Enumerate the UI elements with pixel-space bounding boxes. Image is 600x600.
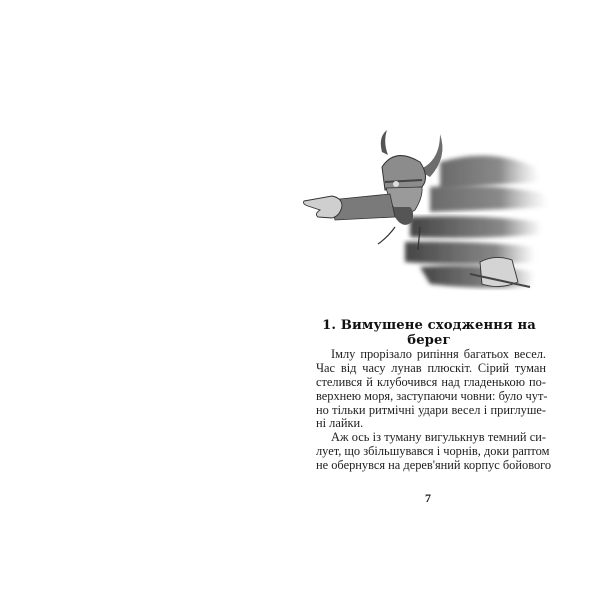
text-line: верхнею моря, заступаючи човни: було чут- <box>316 388 548 403</box>
text-line: не обернувся на дерев'яний корпус бойового <box>316 458 552 473</box>
text-line: ні лайки. <box>316 416 364 431</box>
text-line: стелився й клубочився над гладенькою по- <box>316 374 546 389</box>
viking-illustration-icon <box>290 122 570 307</box>
text-line: Аж ось із туману вигулькнув темний си- <box>331 430 546 445</box>
text-line: Час від часу лунав плюскіт. Сірий туман <box>316 360 546 375</box>
body-text <box>316 347 552 473</box>
text-line: лует, що збільшувався і чорнів, доки раптом <box>316 444 550 459</box>
page-number: 7 <box>425 491 431 505</box>
text-line: Імлу прорізало рипіння багатьох весел. <box>331 347 546 361</box>
text-line: но тільки ритмічні удари весел і приглуше- <box>316 402 546 417</box>
chapter-title: 1. Вимушене сходження на берег <box>322 318 536 348</box>
